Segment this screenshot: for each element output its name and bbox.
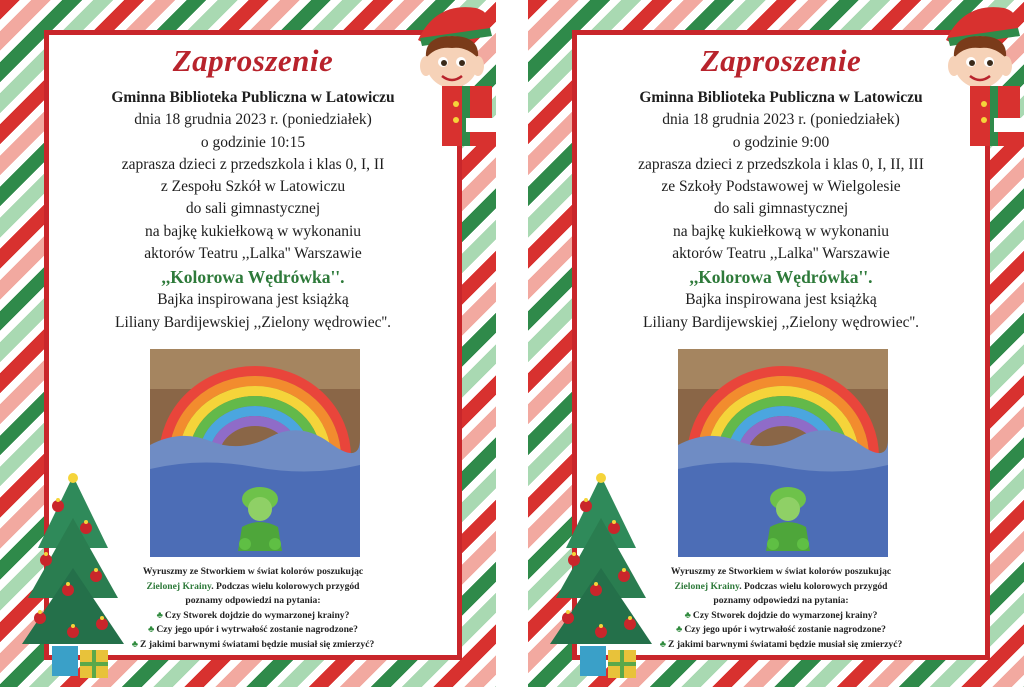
event-date: dnia 18 grudnia 2023 r. (poniedziałek) <box>662 111 900 129</box>
leaf-icon: ♣ <box>684 609 691 621</box>
event-date: dnia 18 grudnia 2023 r. (poniedziałek) <box>134 111 372 129</box>
christmas-tree-icon <box>18 468 128 687</box>
christmas-tree-icon <box>546 468 656 687</box>
elf-icon <box>934 0 1024 150</box>
invitation-title: Zaproszenie <box>172 43 334 78</box>
event-time: o godzinie 10:15 <box>200 133 306 151</box>
venue: do sali gimnastycznej <box>185 200 321 218</box>
story-line-3: poznamy odpowiedzi na pytania: <box>185 595 321 607</box>
question-text: Czy jego upór i wytrwałość zostanie nagrodzone? <box>684 624 886 636</box>
school-name: ze Szkoły Podstawowej w Wielgolesie <box>661 178 901 196</box>
theatre-actors: aktorów Teatru ,,Lalka'' Warszawie <box>144 245 362 263</box>
book-author: Liliany Bardijewskiej ,,Zielony wędrowiec''. <box>115 313 391 331</box>
story-line-2-rest: . Podczas wielu kolorowych przygód <box>211 580 360 592</box>
question-text: Czy jego upór i wytrwałość zostanie nagrodzone? <box>156 624 358 636</box>
leaf-icon: ♣ <box>148 624 155 636</box>
invitation-poster-left <box>0 0 496 687</box>
story-line-2-rest: . Podczas wielu kolorowych przygód <box>739 580 888 592</box>
leaf-icon: ♣ <box>676 624 683 636</box>
inspiration-line: Bajka inspirowana jest książką <box>157 291 349 309</box>
library-name: Gminna Biblioteka Publiczna w Latowiczu <box>111 89 395 106</box>
show-type: na bajkę kukiełkową w wykonaniu <box>144 222 362 240</box>
story-line-1: Wyruszmy ze Stworkiem w świat kolorów poszukując <box>142 566 364 577</box>
theatre-actors: aktorów Teatru ,,Lalka'' Warszawie <box>672 245 890 263</box>
invitation-body <box>53 87 453 334</box>
book-author: Liliany Bardijewskiej ,,Zielony wędrowiec''. <box>643 313 919 331</box>
invitation-poster-right <box>528 0 1024 687</box>
play-title: ,,Kolorowa Wędrówka''. <box>161 267 345 288</box>
elf-icon <box>406 0 496 150</box>
green-land-text: Zielonej Krainy <box>146 580 212 592</box>
question-text: Czy Stworek dojdzie do wymarzonej krainy? <box>692 609 878 621</box>
show-type: na bajkę kukiełkową w wykonaniu <box>672 222 890 240</box>
leaf-icon: ♣ <box>156 609 163 621</box>
rainbow-puppet-photo <box>678 349 888 557</box>
invited-classes: zaprasza dzieci z przedszkola i klas 0, I, II, III <box>638 155 924 173</box>
green-land-text: Zielonej Krainy <box>674 580 740 592</box>
invitation-body <box>581 87 981 334</box>
story-line-3: poznamy odpowiedzi na pytania: <box>713 595 849 607</box>
inspiration-line: Bajka inspirowana jest książką <box>685 291 877 309</box>
leaf-icon: ♣ <box>659 638 667 650</box>
invited-classes: zaprasza dzieci z przedszkola i klas 0, I, II <box>121 155 385 173</box>
school-name: z Zespołu Szkół w Latowiczu <box>160 178 346 196</box>
event-time: o godzinie 9:00 <box>732 133 830 151</box>
question-text: Z jakimi barwnymi światami będzie musiał się zmierzyć? <box>668 638 903 650</box>
story-line-1: Wyruszmy ze Stworkiem w świat kolorów poszukując <box>670 566 892 577</box>
library-name: Gminna Biblioteka Publiczna w Latowiczu <box>639 89 923 106</box>
question-text: Z jakimi barwnymi światami będzie musiał się zmierzyć? <box>140 638 375 650</box>
leaf-icon: ♣ <box>131 638 139 650</box>
play-title: ,,Kolorowa Wędrówka''. <box>689 267 873 288</box>
invitation-title: Zaproszenie <box>700 43 862 78</box>
venue: do sali gimnastycznej <box>713 200 849 218</box>
rainbow-puppet-photo <box>150 349 360 557</box>
question-text: Czy Stworek dojdzie do wymarzonej krainy? <box>164 609 350 621</box>
